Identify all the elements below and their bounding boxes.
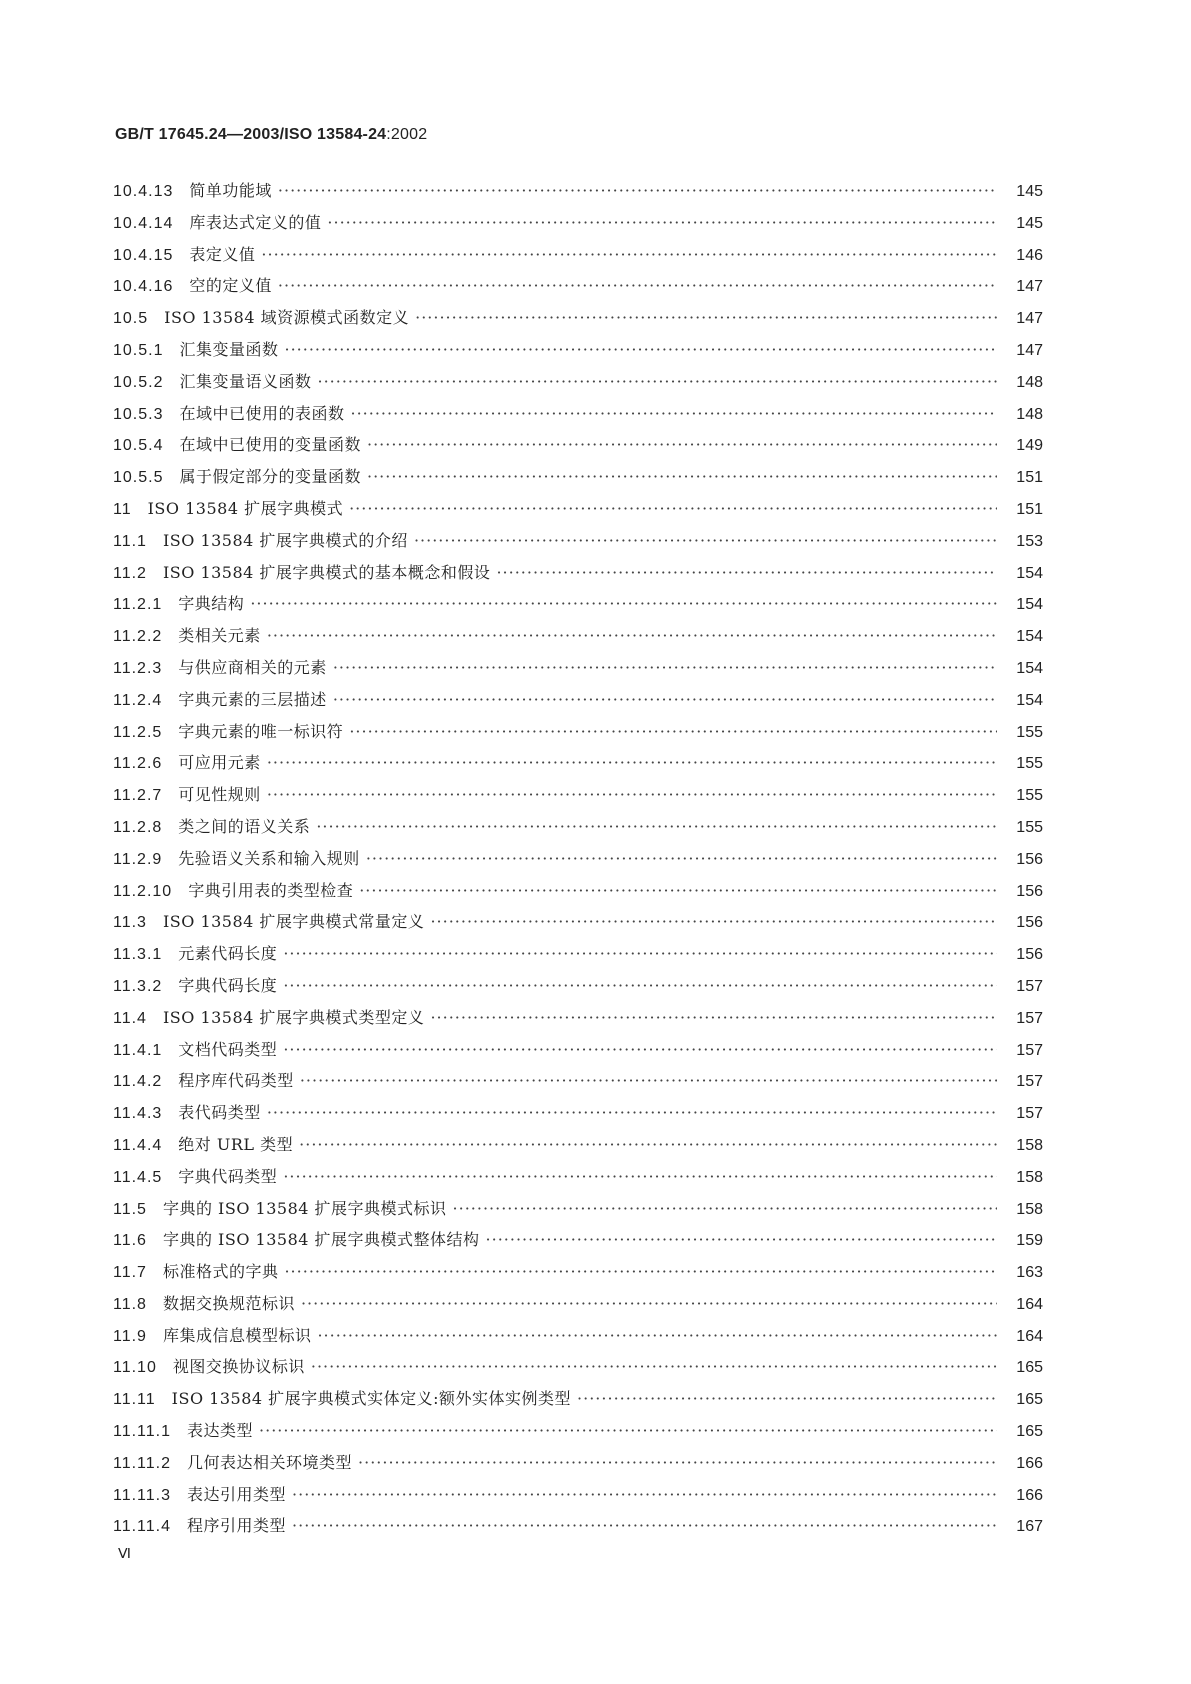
toc-leader-dots [366, 849, 997, 868]
toc-leader-dots [367, 467, 997, 486]
toc-entry[interactable] [113, 878, 1043, 910]
toc-entry-title: 字典的 ISO 13584 扩展字典模式标识 [162, 1198, 447, 1218]
toc-leader-dots [267, 753, 997, 772]
toc-entry-page: 158 [1016, 1200, 1043, 1218]
toc-entry[interactable] [113, 464, 1043, 496]
toc-entry-title: 字典元素的三层描述 [178, 689, 327, 709]
toc-entry-title: ISO 13584 扩展字典模式常量定义 [162, 912, 425, 932]
toc-entry-title: 先验语义关系和输入规则 [178, 848, 360, 868]
toc-entry-title: 可应用元素 [178, 753, 261, 773]
toc-entry-page: 145 [1016, 214, 1043, 232]
toc-entry[interactable] [113, 687, 1043, 719]
toc-entry-title: 标准格式的字典 [162, 1262, 279, 1282]
toc-entry[interactable] [113, 1323, 1043, 1355]
toc-entry-number: 11.4.3 [113, 1105, 163, 1123]
toc-entry-page: 151 [1016, 500, 1043, 518]
toc-entry[interactable] [113, 750, 1043, 782]
toc-entry-number: 11.10 [113, 1359, 157, 1377]
toc-leader-dots [333, 658, 997, 677]
toc-leader-dots [351, 404, 998, 423]
toc-entry-number: 11.11.3 [113, 1486, 172, 1504]
toc-entry-title: ISO 13584 扩展字典模式类型定义 [162, 1007, 425, 1027]
toc-entry-page: 163 [1016, 1264, 1043, 1282]
toc-entry-title: 与供应商相关的元素 [178, 657, 327, 677]
toc-entry-page: 167 [1016, 1518, 1043, 1536]
toc-entry[interactable] [113, 1227, 1043, 1259]
toc-entry-title: 在域中已使用的变量函数 [179, 435, 361, 455]
toc-leader-dots [327, 213, 997, 232]
toc-entry-page: 148 [1016, 373, 1043, 391]
toc-entry[interactable] [113, 1068, 1043, 1100]
toc-entry-page: 164 [1016, 1295, 1043, 1313]
toc-entry-title: 元素代码长度 [178, 944, 278, 964]
toc-entry[interactable] [113, 1450, 1043, 1482]
toc-entry-title: 程序库代码类型 [178, 1071, 294, 1091]
toc-leader-dots [292, 1516, 997, 1535]
toc-entry-page: 154 [1016, 564, 1043, 582]
toc-entry[interactable] [113, 210, 1043, 242]
toc-entry-title: 程序引用类型 [187, 1516, 287, 1536]
toc-entry-title: ISO 13584 扩展字典模式的基本概念和假设 [162, 562, 491, 582]
toc-entry-page: 154 [1016, 659, 1043, 677]
toc-entry-title: 简单功能域 [189, 181, 272, 200]
toc-entry-page: 146 [1016, 246, 1043, 264]
toc-entry-page: 165 [1016, 1423, 1043, 1441]
toc-entry-number: 11.4.1 [113, 1041, 163, 1059]
toc-entry-page: 156 [1016, 914, 1043, 932]
toc-entry-page: 155 [1016, 755, 1043, 773]
toc-entry-page: 157 [1016, 977, 1043, 995]
toc-entry-number: 11.6 [113, 1232, 147, 1250]
toc-entry[interactable] [113, 1100, 1043, 1132]
toc-entry-title: 字典元素的唯一标识符 [178, 721, 344, 741]
toc-entry-number: 11.4.2 [113, 1073, 163, 1091]
toc-leader-dots [283, 976, 997, 995]
toc-entry-number: 10.4.16 [113, 278, 174, 296]
toc-entry-title: ISO 13584 扩展字典模式 [147, 498, 344, 518]
toc-entry-page: 155 [1016, 787, 1043, 805]
toc-entry-number: 11.11.4 [113, 1518, 172, 1536]
toc-entry-page: 165 [1016, 1359, 1043, 1377]
toc-entry[interactable] [113, 496, 1043, 528]
toc-entry[interactable] [113, 1196, 1043, 1228]
toc-entry-number: 11.2.5 [113, 723, 163, 741]
toc-entry-page: 145 [1016, 183, 1043, 200]
toc-leader-dots [278, 181, 997, 200]
toc-leader-dots [359, 881, 997, 900]
toc-leader-dots [349, 499, 997, 518]
toc-entry[interactable] [113, 655, 1043, 687]
toc-leader-dots [415, 308, 997, 327]
toc-entry-page: 149 [1016, 437, 1043, 455]
document-header [115, 126, 427, 144]
toc-leader-dots [250, 594, 997, 613]
toc-entry-number: 11.2.10 [113, 882, 173, 900]
toc-entry-number: 11.2.2 [113, 628, 163, 646]
toc-entry-number: 11.2.8 [113, 818, 163, 836]
toc-entry-number: 11.4.5 [113, 1168, 163, 1186]
toc-leader-dots [358, 1453, 997, 1472]
toc-entry-title: 在域中已使用的表函数 [179, 403, 345, 423]
toc-leader-dots [278, 276, 997, 295]
toc-entry[interactable] [113, 273, 1043, 305]
toc-entry[interactable] [113, 369, 1043, 401]
toc-leader-dots [267, 626, 997, 645]
toc-entry-number: 11.3.1 [113, 946, 163, 964]
toc-leader-dots [414, 531, 997, 550]
toc-entry-number: 11.11 [113, 1391, 156, 1409]
toc-entry-title: 汇集变量函数 [179, 339, 279, 359]
toc-entry-page: 156 [1016, 882, 1043, 900]
toc-entry[interactable] [113, 1164, 1043, 1196]
toc-entry-number: 11.11.1 [113, 1423, 172, 1441]
toc-entry[interactable] [113, 1132, 1043, 1164]
toc-entry[interactable] [113, 560, 1043, 592]
toc-entry-number: 10.5.3 [113, 405, 164, 423]
toc-entry-number: 11.8 [113, 1295, 147, 1313]
toc-entry-title: 库表达式定义的值 [189, 212, 322, 232]
standard-year: :2002 [386, 126, 428, 143]
toc-entry-title: 字典的 ISO 13584 扩展字典模式整体结构 [162, 1230, 480, 1250]
toc-entry-page: 154 [1016, 596, 1043, 614]
toc-entry-number: 11.2.9 [113, 850, 163, 868]
toc-entry-page: 157 [1016, 1041, 1043, 1059]
toc-entry-title: 空的定义值 [189, 276, 272, 296]
toc-entry-number: 11.2 [113, 564, 147, 582]
toc-leader-dots [367, 435, 997, 454]
toc-entry-title: 可见性规则 [178, 785, 261, 805]
toc-leader-dots [453, 1199, 997, 1218]
toc-entry-number: 11 [113, 500, 132, 518]
toc-entry-title: 字典结构 [178, 594, 245, 614]
toc-entry-title: 表代码类型 [178, 1103, 261, 1123]
toc-leader-dots [496, 563, 997, 582]
toc-entry-number: 10.5.4 [113, 437, 164, 455]
toc-leader-dots [486, 1230, 997, 1249]
toc-entry-page: 148 [1016, 405, 1043, 423]
toc-entry-page: 154 [1016, 628, 1043, 646]
toc-entry-number: 10.5 [113, 310, 149, 328]
toc-entry-title: 库集成信息模型标识 [162, 1325, 312, 1345]
toc-leader-dots [259, 1421, 997, 1440]
toc-entry-title: 几何表达相关环境类型 [187, 1452, 353, 1472]
toc-entry[interactable] [113, 623, 1043, 655]
toc-entry[interactable] [113, 1482, 1043, 1514]
toc-entry-title: 字典引用表的类型检查 [188, 880, 354, 900]
toc-entry-page: 166 [1016, 1486, 1043, 1504]
toc-entry-number: 11.1 [113, 532, 147, 550]
toc-entry[interactable] [113, 973, 1043, 1005]
toc-entry[interactable] [113, 337, 1043, 369]
toc-leader-dots [333, 690, 997, 709]
toc-leader-dots [317, 1326, 997, 1345]
toc-entry[interactable] [113, 1418, 1043, 1450]
toc-leader-dots [292, 1485, 997, 1504]
toc-entry-number: 10.5.5 [113, 469, 164, 487]
toc-leader-dots [283, 1040, 997, 1059]
toc-entry[interactable] [113, 401, 1043, 433]
toc-leader-dots [299, 1135, 997, 1154]
toc-entry-page: 164 [1016, 1327, 1043, 1345]
table-of-contents [113, 178, 1043, 1545]
toc-entry[interactable] [113, 432, 1043, 464]
toc-entry-title: 视图交换协议标识 [172, 1357, 305, 1377]
toc-entry-title: 表达类型 [187, 1421, 254, 1441]
toc-entry-number: 11.4 [113, 1009, 147, 1027]
toc-entry-number: 11.2.4 [113, 691, 163, 709]
toc-entry-title: 表定义值 [189, 244, 256, 264]
toc-entry-page: 159 [1016, 1232, 1043, 1250]
toc-leader-dots [284, 1262, 997, 1281]
toc-entry[interactable] [113, 1005, 1043, 1037]
toc-entry-title: 属于假定部分的变量函数 [179, 467, 361, 487]
toc-leader-dots [283, 944, 997, 963]
toc-entry-number: 10.4.13 [113, 183, 174, 200]
toc-entry-number: 11.7 [113, 1264, 147, 1282]
toc-entry-number: 10.5.1 [113, 341, 164, 359]
toc-entry-number: 11.11.2 [113, 1454, 172, 1472]
toc-leader-dots [285, 340, 998, 359]
toc-entry[interactable] [113, 1037, 1043, 1069]
toc-entry-page: 147 [1016, 341, 1043, 359]
toc-entry-page: 158 [1016, 1136, 1043, 1154]
toc-entry[interactable] [113, 305, 1043, 337]
toc-entry-title: ISO 13584 扩展字典模式实体定义:额外实体实例类型 [171, 1389, 572, 1409]
toc-entry-page: 151 [1016, 469, 1043, 487]
toc-entry-page: 147 [1016, 310, 1043, 328]
toc-entry-number: 11.5 [113, 1200, 147, 1218]
toc-entry-title: 绝对 URL 类型 [178, 1134, 294, 1154]
toc-entry-number: 11.3.2 [113, 977, 163, 995]
toc-entry-title: 类之间的语义关系 [178, 816, 311, 836]
toc-entry-page: 166 [1016, 1454, 1043, 1472]
toc-entry-title: 字典代码类型 [178, 1166, 278, 1186]
toc-leader-dots [577, 1389, 997, 1408]
toc-leader-dots [318, 372, 998, 391]
toc-entry-page: 147 [1016, 278, 1043, 296]
page-number: Ⅵ [118, 1547, 131, 1562]
toc-entry-number: 10.4.14 [113, 214, 174, 232]
toc-entry-title: ISO 13584 扩展字典模式的介绍 [162, 530, 408, 550]
toc-leader-dots [301, 1294, 997, 1313]
toc-entry[interactable] [113, 782, 1043, 814]
toc-entry-page: 157 [1016, 1105, 1043, 1123]
toc-entry-title: 字典代码长度 [178, 975, 278, 995]
standard-code: GB/T 17645.24—2003/ISO 13584-24 [115, 126, 387, 143]
toc-leader-dots [283, 1167, 997, 1186]
toc-entry-page: 154 [1016, 691, 1043, 709]
toc-entry[interactable] [113, 178, 1043, 210]
toc-entry[interactable] [113, 242, 1043, 274]
toc-entry-title: 文档代码类型 [178, 1039, 278, 1059]
toc-entry-title: 类相关元素 [178, 626, 261, 646]
toc-entry-title: ISO 13584 域资源模式函数定义 [164, 308, 410, 328]
toc-entry[interactable] [113, 909, 1043, 941]
toc-entry[interactable] [113, 719, 1043, 751]
toc-entry-number: 10.5.2 [113, 373, 164, 391]
toc-entry[interactable] [113, 591, 1043, 623]
toc-leader-dots [316, 817, 997, 836]
toc-entry[interactable] [113, 1259, 1043, 1291]
toc-entry-number: 11.9 [113, 1327, 147, 1345]
toc-leader-dots [261, 245, 997, 264]
toc-entry-number: 11.3 [113, 914, 147, 932]
toc-entry-number: 11.2.3 [113, 659, 163, 677]
toc-entry-page: 155 [1016, 818, 1043, 836]
toc-leader-dots [430, 912, 997, 931]
toc-leader-dots [267, 785, 997, 804]
toc-entry[interactable] [113, 814, 1043, 846]
toc-entry-page: 153 [1016, 532, 1043, 550]
toc-entry-page: 156 [1016, 946, 1043, 964]
toc-entry-page: 156 [1016, 850, 1043, 868]
toc-entry-number: 11.2.7 [113, 787, 163, 805]
toc-leader-dots [300, 1071, 997, 1090]
toc-leader-dots [430, 1008, 997, 1027]
toc-entry-number: 11.2.6 [113, 755, 163, 773]
toc-entry-page: 157 [1016, 1073, 1043, 1091]
toc-entry[interactable] [113, 1513, 1043, 1545]
toc-entry[interactable] [113, 846, 1043, 878]
toc-leader-dots [267, 1103, 997, 1122]
toc-entry-page: 165 [1016, 1391, 1043, 1409]
toc-entry-number: 11.2.1 [113, 596, 163, 614]
toc-entry[interactable] [113, 1354, 1043, 1386]
toc-entry-page: 155 [1016, 723, 1043, 741]
toc-entry-title: 数据交换规范标识 [162, 1293, 295, 1313]
toc-entry-title: 表达引用类型 [187, 1484, 287, 1504]
toc-entry-page: 157 [1016, 1009, 1043, 1027]
toc-entry[interactable] [113, 941, 1043, 973]
toc-entry[interactable] [113, 528, 1043, 560]
toc-entry[interactable] [113, 1386, 1043, 1418]
toc-entry-page: 158 [1016, 1168, 1043, 1186]
toc-entry-number: 10.4.15 [113, 246, 174, 264]
toc-leader-dots [311, 1357, 997, 1376]
toc-leader-dots [349, 722, 997, 741]
toc-entry-title: 汇集变量语义函数 [179, 371, 312, 391]
toc-entry-number: 11.4.4 [113, 1136, 163, 1154]
toc-entry[interactable] [113, 1291, 1043, 1323]
